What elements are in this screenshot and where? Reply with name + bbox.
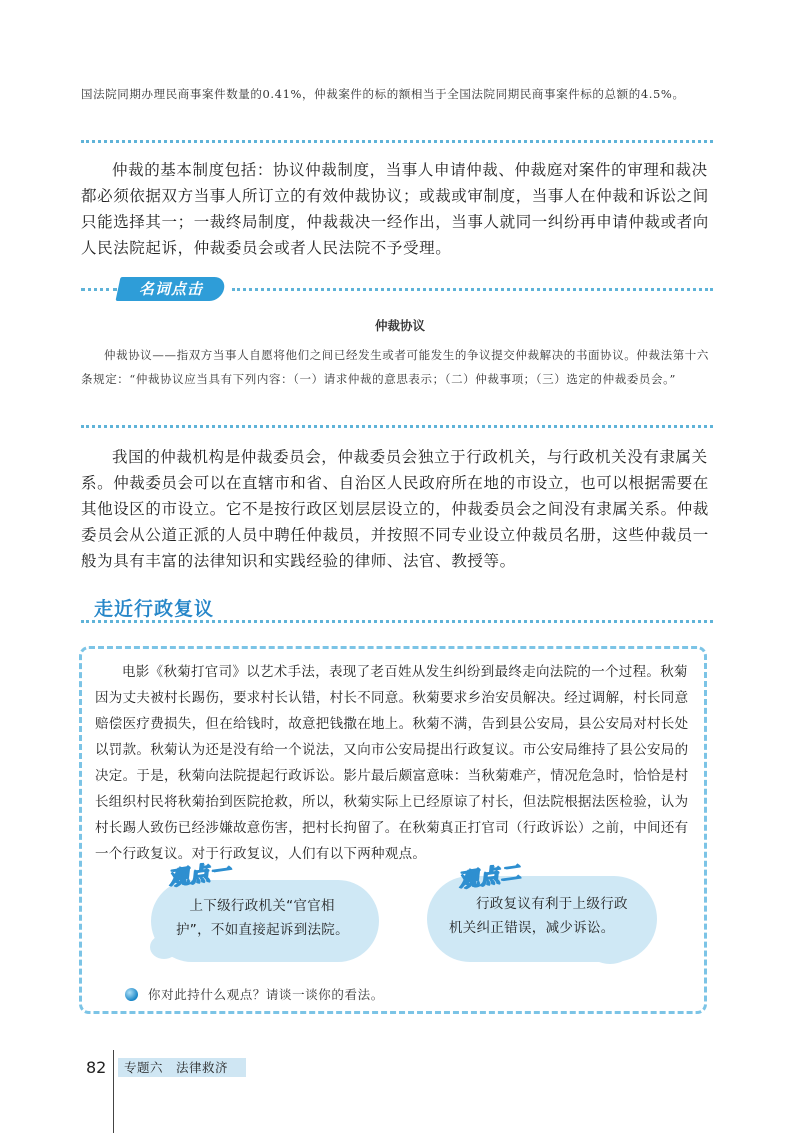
divider-4 [81,620,713,623]
term-body: 仲裁协议——指双方当事人自愿将他们之间已经发生或者可能发生的争议提交仲裁解决的书面协议。仲裁法第十六条规定：“仲裁协议应当具有下列内容：（一）请求仲裁的意思表示；（二）仲裁事项；（三）选定的仲裁委员会。” [81,348,709,386]
paragraph-arbitration-system: 仲裁的基本制度包括：协议仲裁制度，当事人申请仲裁、仲裁庭对案件的审理和裁决都必须依据双方当事人所订立的有效仲裁协议；或裁或审制度，当事人在仲裁和诉讼之间只能选择其一；一裁终局制度，仲裁裁决一经作出，当事人就同一纠纷再申请仲裁或者向人民法院起诉，仲裁委员会或者人民法院不予受理。 [81,161,709,257]
term-label-pill [115,277,226,301]
view-2-cloud-puff [590,938,630,964]
footer-vertical-rule [113,1050,114,1133]
section-heading: 走近行政复议 [94,598,215,620]
view-1-label: 观点一 [166,857,233,891]
question-text: 你对此持什么观点？请谈一谈你的看法。 [148,987,384,1002]
divider-2-right [232,288,713,291]
question-bullet-icon [125,988,138,1001]
paragraph-arbitration-institution: 我国的仲裁机构是仲裁委员会，仲裁委员会独立于行政机关，与行政机关没有隶属关系。仲裁委员会可以在直辖市和省、自治区人民政府所在地的市设立，也可以根据需要在其他设区的市设立。它不是按行政区划层层设立的，仲裁委员会之间没有隶属关系。仲裁委员会从公道正派的人员中聘任仲裁员，并按照不同专业设立仲裁员名册，这些仲裁员一般为具有丰富的法律知识和实践经验的律师、法官、教授等。 [81,448,709,570]
divider-3 [81,425,713,428]
page-number: 82 [86,1058,107,1077]
top-note: 国法院同期办理民商事案件数量的0.41%，仲裁案件的标的额相当于全国法院同期民商事案件标的总额的4.5%。 [81,87,685,101]
divider-2-left [81,288,117,291]
view-2-text: 行政复议有利于上级行政机关纠正错误，减少诉讼。 [449,896,628,936]
view-1-text: 上下级行政机关“官官相护”，不如直接起诉到法院。 [176,898,349,938]
view-1-cloud-puff [150,935,178,959]
case-text: 电影《秋菊打官司》以艺术手法，表现了老百姓从发生纠纷到最终走向法院的一个过程。秋菊因为丈夫被村长踢伤，要求村长认错，村长不同意。秋菊要求乡治安员解决。经过调解，村长同意赔偿医疗费损失，但在给钱时，故意把钱撒在地上。秋菊不满，告到县公安局，县公安局对村长处以罚款。秋菊认为还是没有给一个说法，又向市公安局提出行政复议。市公安局维持了县公安局的决定。于是，秋菊向法院提起行政诉讼。影片最后颇富意味：当秋菊难产，情况危急时，恰恰是村长组织村民将秋菊抬到医院抢救，所以，秋菊实际上已经原谅了村长，但法院根据法医检验，认为村长踢人致伤已经涉嫌故意伤害，把村长拘留了。在秋菊真正打官司（行政诉讼）之前，中间还有一个行政复议。对于行政复议，人们有以下两种观点。 [95,664,689,862]
divider-1 [81,140,713,143]
footer-chapter: 专题六 法律救济 [118,1058,246,1077]
term-label: 名词点击 [138,280,203,298]
view-2-label: 观点二 [456,859,523,893]
term-title: 仲裁协议 [374,318,425,333]
